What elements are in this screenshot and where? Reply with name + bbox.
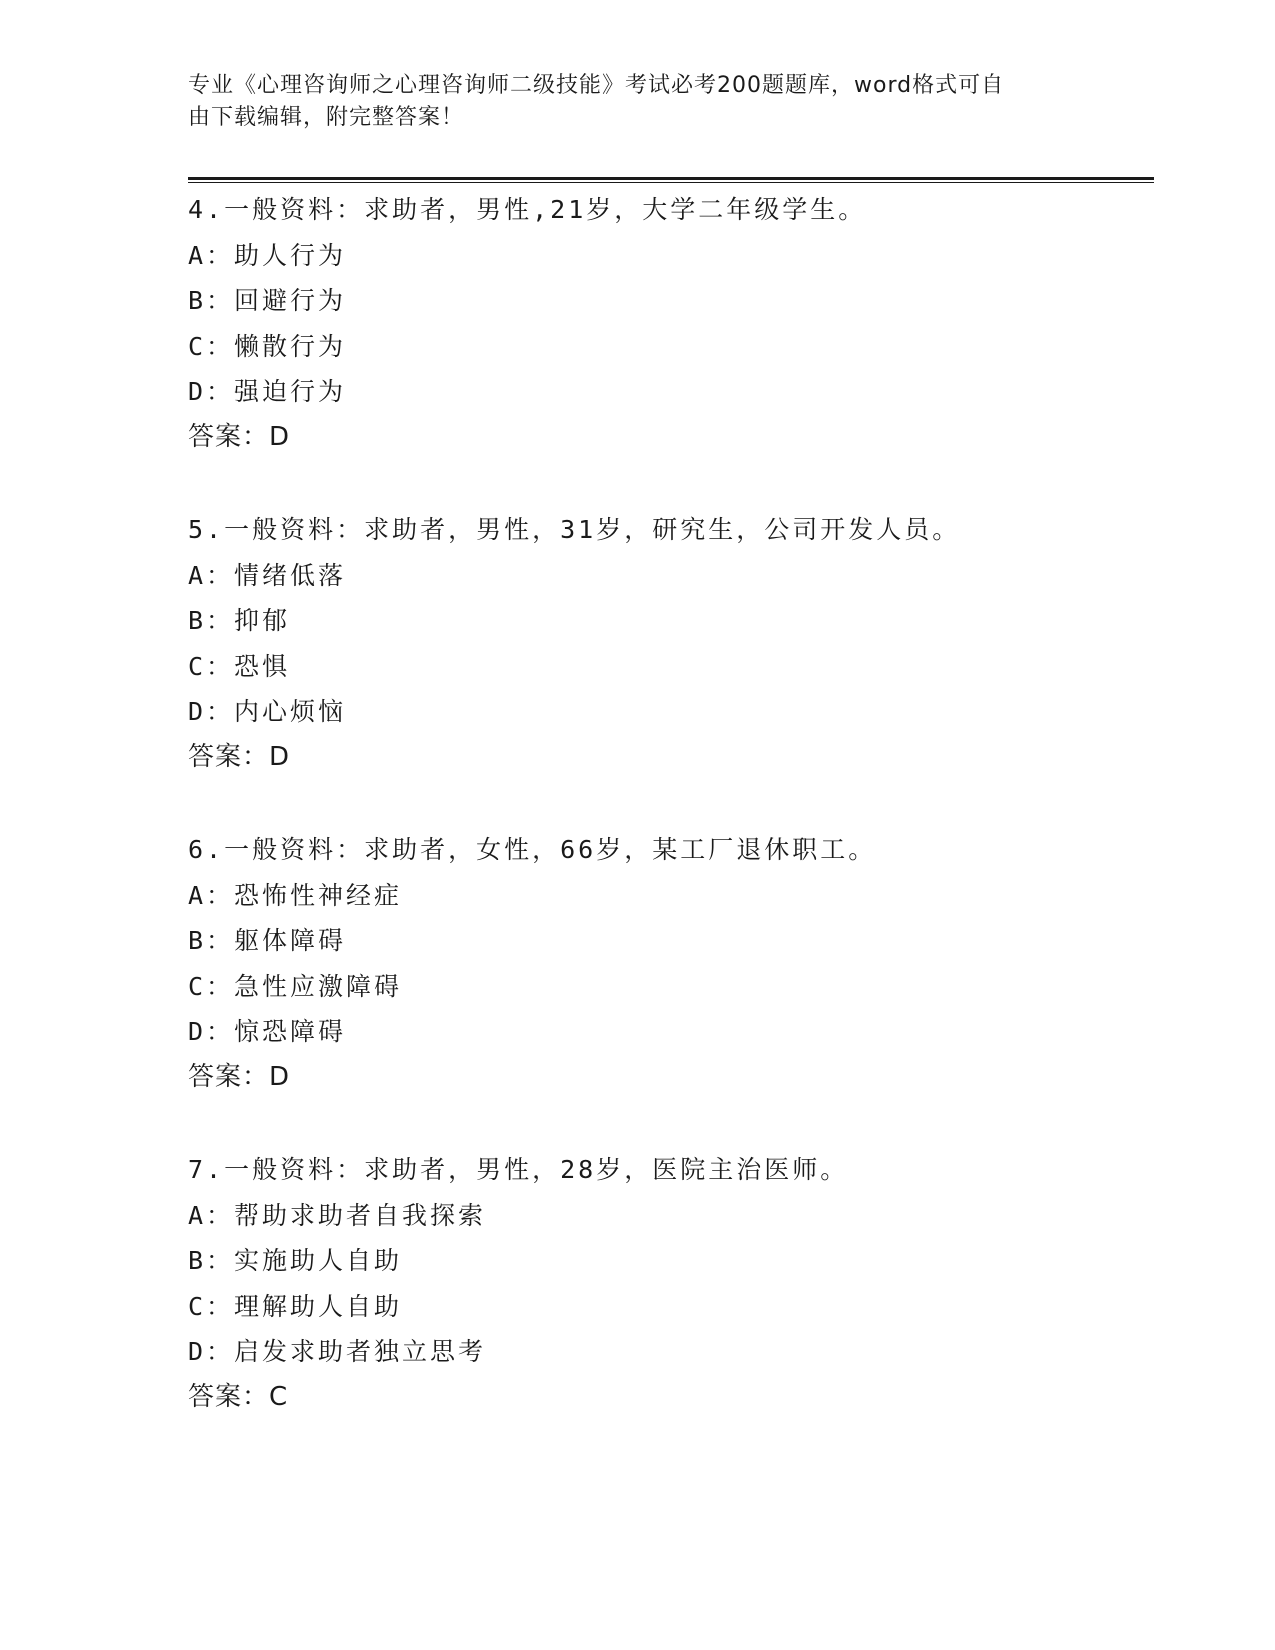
option-a: A：帮助求助者自我探索	[188, 1200, 487, 1230]
question-block-4	[188, 187, 1148, 461]
header-divider-thick	[188, 177, 1154, 180]
question-stem: 7.一般资料：求助者，男性，28岁，医院主治医师。	[188, 1155, 849, 1184]
question-block-5	[188, 507, 1148, 781]
answer-line: 答案：C	[188, 1381, 289, 1412]
option-a: A：情绪低落	[188, 560, 347, 590]
option-c: C：恐惧	[188, 651, 291, 681]
intro-line-2: 由下载编辑，附完整答案！	[188, 105, 465, 130]
option-c: C：急性应激障碍	[188, 971, 403, 1001]
option-d: D：启发求助者独立思考	[188, 1337, 487, 1367]
question-block-6	[188, 827, 1148, 1101]
question-stem: 5.一般资料：求助者，男性，31岁，研究生，公司开发人员。	[188, 515, 961, 544]
option-a: A：助人行为	[188, 240, 347, 270]
option-d: D：强迫行为	[188, 377, 347, 407]
option-a: A：恐怖性神经症	[188, 880, 403, 910]
question-stem: 4.一般资料：求助者，男性,21岁，大学二年级学生。	[188, 195, 867, 224]
option-b: B：抑郁	[188, 606, 291, 636]
document-intro	[188, 70, 1068, 134]
option-b: B：躯体障碍	[188, 926, 347, 956]
option-d: D：惊恐障碍	[188, 1017, 347, 1047]
option-b: B：回避行为	[188, 286, 347, 316]
option-d: D：内心烦恼	[188, 697, 347, 727]
intro-line-1: 专业《心理咨询师之心理咨询师二级技能》考试必考200题题库，word格式可自	[188, 73, 1005, 98]
option-b: B：实施助人自助	[188, 1246, 403, 1276]
answer-line: 答案：D	[188, 421, 291, 452]
question-block-7	[188, 1147, 1148, 1421]
header-divider-thin	[188, 182, 1154, 183]
option-c: C：懒散行为	[188, 331, 347, 361]
question-stem: 6.一般资料：求助者，女性，66岁，某工厂退休职工。	[188, 835, 877, 864]
option-c: C：理解助人自助	[188, 1291, 403, 1321]
answer-line: 答案：D	[188, 1061, 291, 1092]
answer-line: 答案：D	[188, 741, 291, 772]
